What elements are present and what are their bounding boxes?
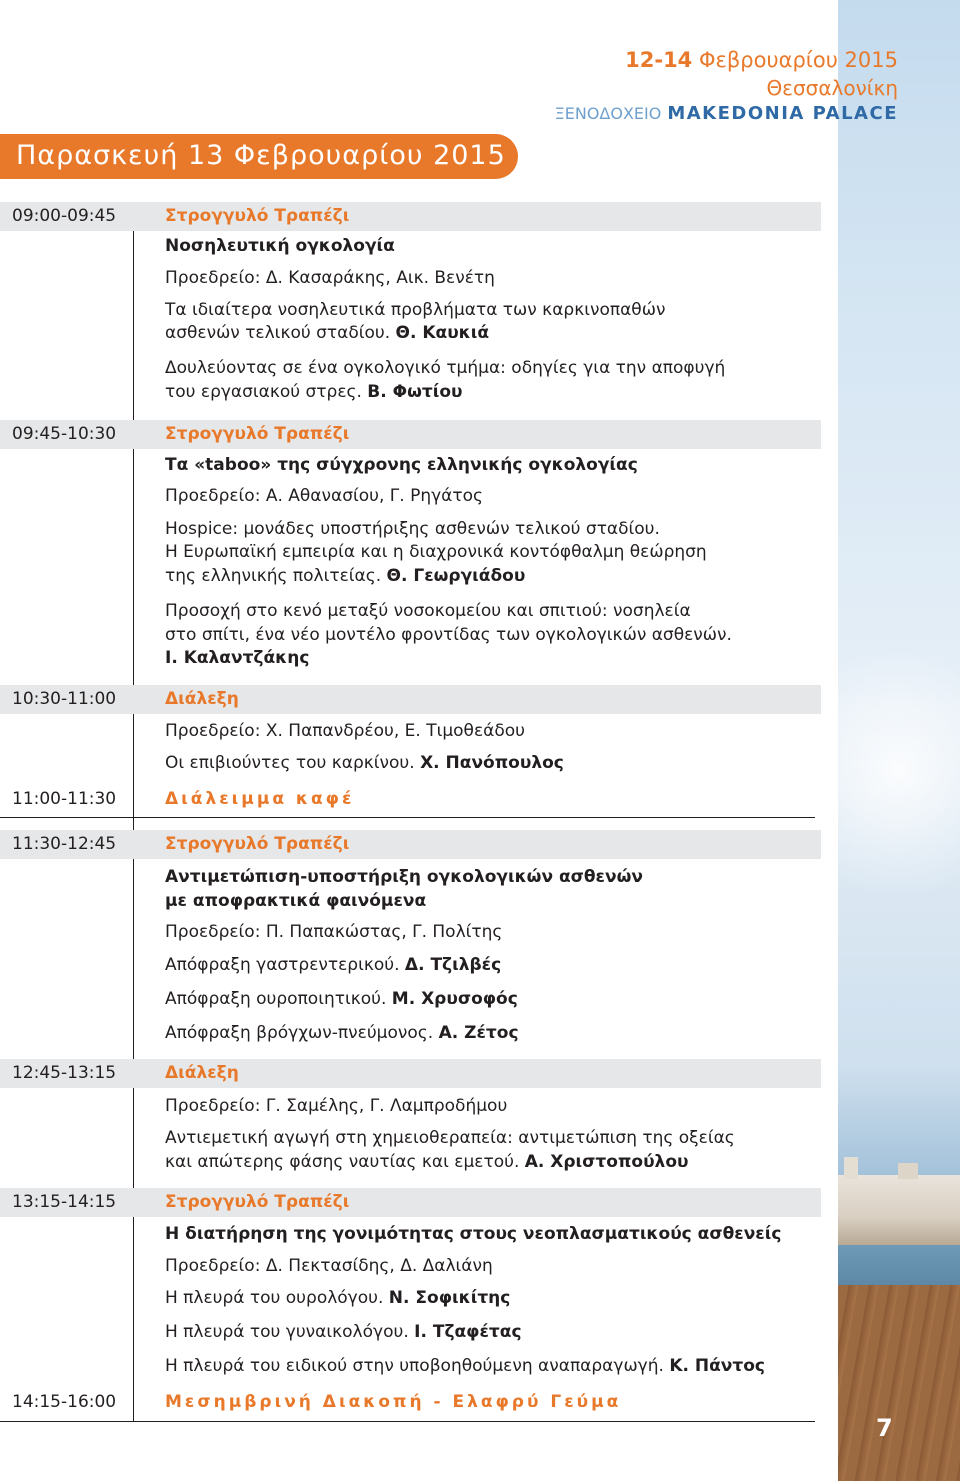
session-separator [0,817,815,818]
talk-line-with-speaker [165,564,525,588]
chair-label: Προεδρείο: [165,922,261,942]
sky-glow [838,620,960,920]
talk-line: ασθενών τελικού σταδίου. [165,323,391,343]
talk-line-with-speaker [165,1021,519,1045]
session-chair [165,719,525,743]
session-title: με αποφρακτικά φαινόμενα [165,891,427,911]
chair-names: Α. Αθανασίου, Γ. Ρηγάτος [265,486,483,506]
session-time: 13:15-14:15 [12,1192,117,1212]
session-time: 11:00-11:30 [12,789,117,809]
event-city: Θεσσαλονίκη [766,76,898,100]
session-header-bar [0,1188,821,1217]
talk-line-with-speaker [165,321,489,345]
talk-line-with-speaker [165,1150,688,1174]
talk-line: Η πλευρά του γυναικολόγου. [165,1322,409,1342]
talk-line: Τα ιδιαίτερα νοσηλευτικά προβλήματα των καρκινοπαθών [165,300,666,320]
talk-speaker: Θ. Γεωργιάδου [386,566,526,586]
hotel-name: MAKEDONIA PALACE [667,103,898,124]
session-time: 14:15-16:00 [12,1392,117,1412]
session-type: Στρογγυλό Τραπέζι [165,424,350,444]
session-type: Μεσημβρινή Διακοπή - Ελαφρύ Γεύμα [165,1392,622,1412]
event-dates [625,48,898,72]
talk-speaker: Κ. Πάντος [669,1356,765,1376]
session-header-bar [0,202,821,231]
session-time: 09:45-10:30 [12,424,117,444]
talk-line: του εργασιακού στρες. [165,382,362,402]
talk-speaker: Χ. Πανόπουλος [420,753,564,773]
day-banner [0,134,518,179]
talk-line: Η πλευρά του ουρολόγου. [165,1288,384,1308]
session-time: 10:30-11:00 [12,689,117,709]
session-chair [165,484,483,508]
day-title: Παρασκευή 13 Φεβρουαρίου 2015 [16,140,506,171]
talk-line-with-speaker [165,987,518,1011]
chair-names: Χ. Παπανδρέου, Ε. Τιμοθεάδου [265,721,525,741]
event-venue [555,103,898,124]
city-skyline [838,1175,960,1245]
talk-line: Απόφραξη γαστρεντερικού. [165,955,400,975]
session-chair [165,1254,493,1278]
talk-speaker: Ι. Καλαντζάκης [165,648,310,668]
session-chair [165,1094,507,1118]
session-header-bar [0,420,821,449]
session-type: Διάλεξη [165,689,239,709]
talk-speaker: Β. Φωτίου [367,382,463,402]
chair-names: Π. Παπακώστας, Γ. Πολίτης [265,922,503,942]
timeline-divider [133,202,134,1422]
session-type: Στρογγυλό Τραπέζι [165,834,350,854]
session-time: 09:00-09:45 [12,206,117,226]
session-type: Διάλειμμα καφέ [165,789,355,809]
chair-names: Δ. Πεκτασίδης, Δ. Δαλιάνη [265,1256,493,1276]
session-title: Η διατήρηση της γονιμότητας στους νεοπλασματικούς ασθενείς [165,1224,782,1244]
talk-line: Προσοχή στο κενό μεταξύ νοσοκομείου και σπιτιού: νοσηλεία [165,601,691,621]
session-title: Αντιμετώπιση-υποστήριξη ογκολογικών ασθενών [165,867,643,887]
chair-names: Γ. Σαμέλης, Γ. Λαμπροδήμου [265,1096,508,1116]
session-time: 12:45-13:15 [12,1063,117,1083]
session-separator [0,1421,815,1422]
talk-line: Η Ευρωπαϊκή εμπειρία και η διαχρονικά κοντόφθαλμη θεώρηση [165,542,707,562]
talk-speaker: Α. Ζέτος [438,1023,519,1043]
decorative-photo-strip [838,0,960,1481]
talk-line-with-speaker [165,1286,510,1310]
talk-speaker: Ν. Σοφικίτης [388,1288,511,1308]
talk-line-with-speaker [165,1320,522,1344]
chair-label: Προεδρείο: [165,1256,261,1276]
wooden-deck [838,1285,960,1481]
session-title: Τα «taboo» της σύγχρονης ελληνικής ογκολογίας [165,455,638,475]
talk-speaker: Ι. Τζαφέτας [414,1322,522,1342]
talk-line: Οι επιβιούντες του καρκίνου. [165,753,415,773]
date-range: 12-14 [625,48,693,72]
talk-line-with-speaker [165,380,463,404]
session-title: Νοσηλευτική ογκολογία [165,236,395,256]
talk-speaker: Θ. Καυκιά [395,323,490,343]
date-month: Φεβρουαρίου 2015 [698,48,898,72]
talk-line: Απόφραξη βρόγχων-πνεύμονος. [165,1023,434,1043]
talk-speaker: Α. Χριστοπούλου [524,1152,689,1172]
chair-label: Προεδρείο: [165,268,261,288]
talk-line: της ελληνικής πολιτείας. [165,566,382,586]
session-header-bar [0,830,821,859]
talk-line: Απόφραξη ουροποιητικού. [165,989,387,1009]
talk-line-with-speaker [165,1354,765,1378]
session-type: Στρογγυλό Τραπέζι [165,1192,350,1212]
talk-speaker: Δ. Τζιλβές [404,955,502,975]
session-time: 11:30-12:45 [12,834,117,854]
talk-line: στο σπίτι, ένα νέο μοντέλο φροντίδας των ογκολογικών ασθενών. [165,625,732,645]
talk-line-with-speaker [165,953,501,977]
talk-speaker: Μ. Χρυσοφός [391,989,518,1009]
chair-label: Προεδρείο: [165,486,261,506]
chair-names: Δ. Κασαράκης, Αικ. Βενέτη [265,268,495,288]
session-chair [165,266,495,290]
talk-line: Αντιεμετική αγωγή στη χημειοθεραπεία: αντιμετώπιση της οξείας [165,1128,735,1148]
sea [838,1245,960,1285]
hotel-prefix: ΞΕΝΟΔΟΧΕΙΟ [554,104,662,123]
session-header-bar [0,1059,821,1088]
session-header-bar [0,685,821,714]
chair-label: Προεδρείο: [165,721,261,741]
talk-line: Δουλεύοντας σε ένα ογκολογικό τμήμα: οδηγίες για την αποφυγή [165,358,726,378]
page-number: 7 [876,1414,893,1442]
talk-line: και απώτερης φάσης ναυτίας και εμετού. [165,1152,520,1172]
talk-line-with-speaker [165,751,564,775]
talk-line: Hospice: μονάδες υποστήριξης ασθενών τελικού σταδίου. [165,519,660,539]
chair-label: Προεδρείο: [165,1096,261,1116]
session-type: Διάλεξη [165,1063,239,1083]
talk-line: Η πλευρά του ειδικού στην υποβοηθούμενη αναπαραγωγή. [165,1356,664,1376]
session-type: Στρογγυλό Τραπέζι [165,206,350,226]
session-chair [165,920,502,944]
